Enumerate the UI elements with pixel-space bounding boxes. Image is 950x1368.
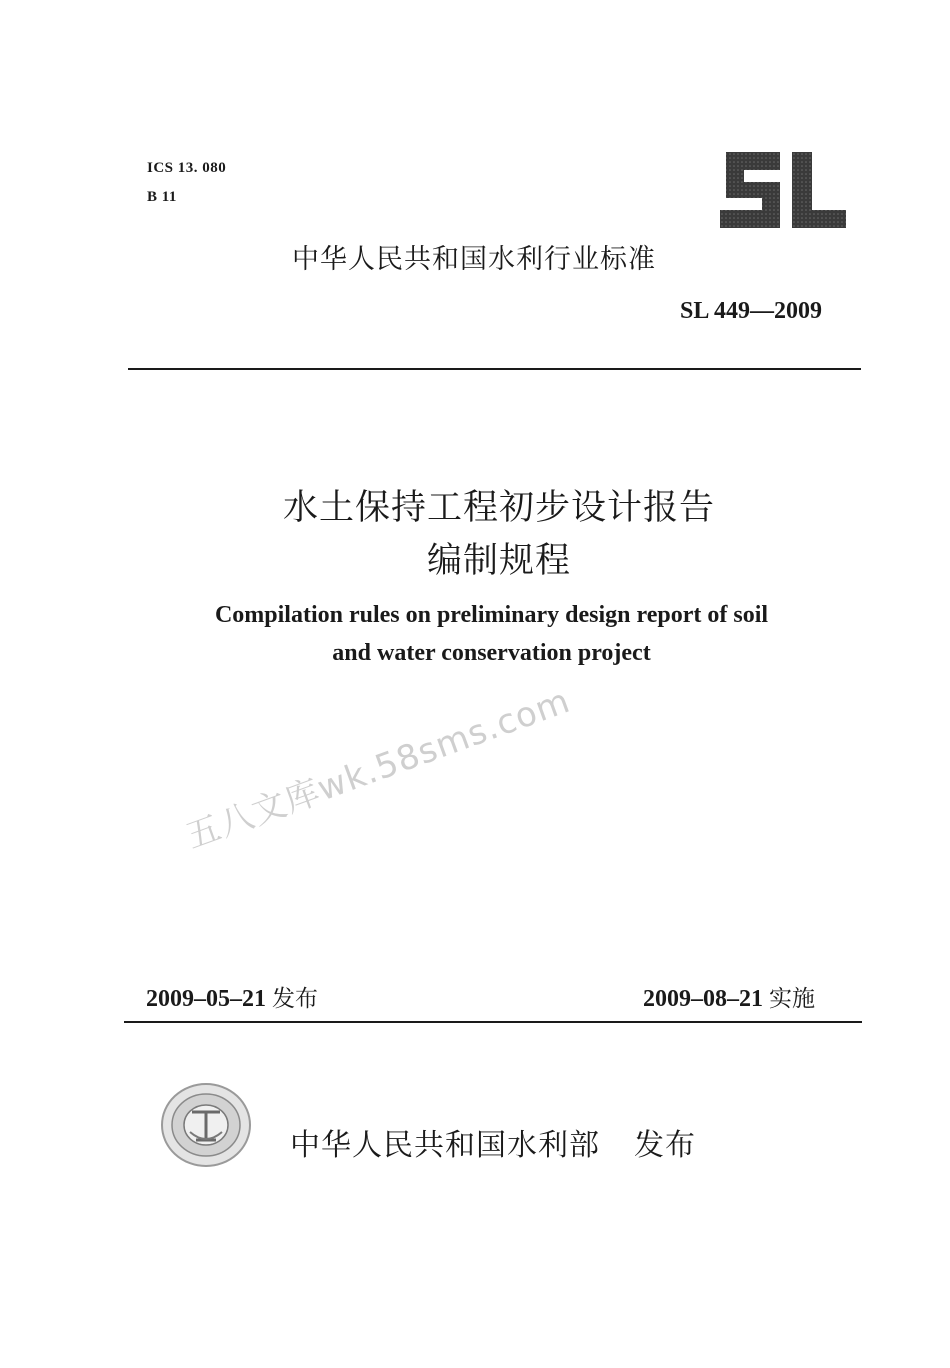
- watermark: 五八文库wk.58sms.com: [180, 680, 576, 858]
- title-english-line1: Compilation rules on preliminary design report of soil: [214, 602, 769, 628]
- sl-logo: [716, 148, 848, 232]
- issue-date: 2009–05–21: [146, 986, 266, 1012]
- issue-date-line: [146, 980, 318, 1013]
- logo-text: SL: [780, 199, 784, 201]
- title-english-line2: and water conservation project: [332, 640, 651, 666]
- implement-date-line: [643, 980, 815, 1013]
- top-divider: [128, 368, 861, 370]
- implement-label: 实施: [769, 986, 815, 1012]
- logo-letter-s: [720, 152, 780, 228]
- ministry-seal-icon: [160, 1082, 252, 1168]
- title-chinese-line1: 水土保持工程初步设计报告: [282, 488, 715, 528]
- publisher-action: 发布: [634, 1128, 696, 1163]
- standard-number: SL 449—2009: [679, 298, 822, 324]
- bottom-divider: [124, 1021, 862, 1023]
- publisher-line: [290, 1120, 696, 1164]
- issue-label: 发布: [272, 986, 318, 1012]
- publisher-name: 中华人民共和国水利部: [290, 1128, 600, 1163]
- ics-code: ICS 13. 080: [147, 160, 227, 176]
- standard-type: 中华人民共和国水利行业标准: [292, 244, 656, 275]
- title-chinese-line2: 编制规程: [426, 541, 571, 581]
- classification-code: B 11: [147, 189, 177, 205]
- implement-date: 2009–08–21: [643, 986, 763, 1012]
- logo-letter-l: [792, 152, 846, 228]
